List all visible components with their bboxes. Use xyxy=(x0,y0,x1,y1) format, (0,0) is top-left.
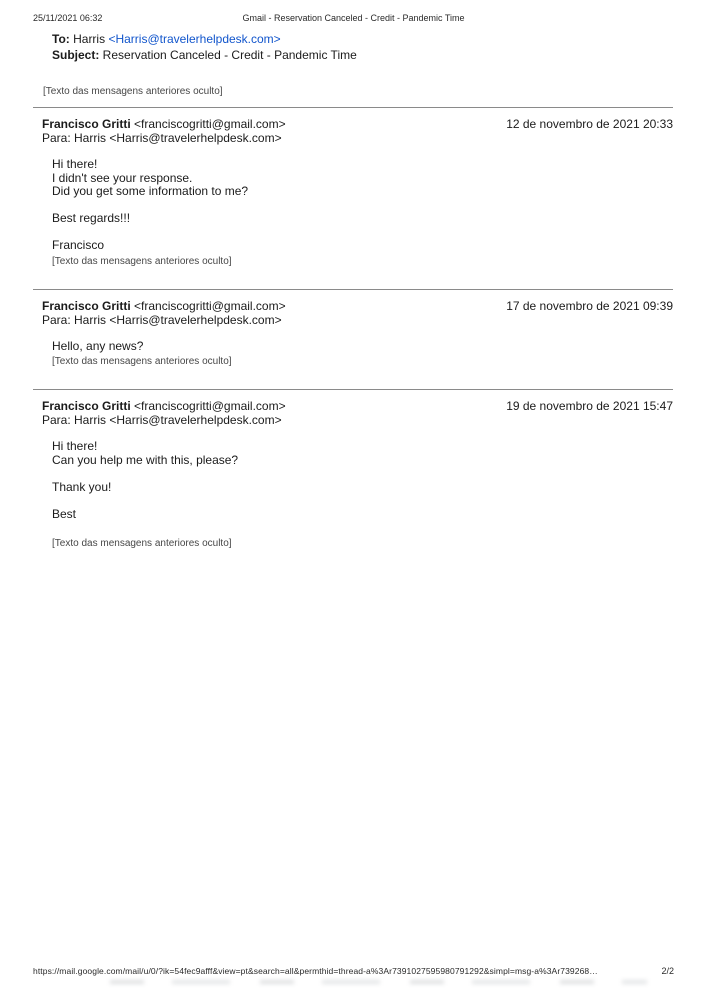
message-divider xyxy=(33,389,673,390)
message-date: 19 de novembro de 2021 15:47 xyxy=(506,399,673,413)
page-indicator: 2/2 xyxy=(661,966,674,976)
sender-email: <franciscogritti@gmail.com> xyxy=(130,399,286,413)
message-recipient: Para: Harris <Harris@travelerhelpdesk.com> xyxy=(42,312,282,327)
to-label: To: xyxy=(52,32,70,46)
sender-name: Francisco Gritti xyxy=(42,298,131,313)
message-sender xyxy=(42,117,286,131)
sender-email: <franciscogritti@gmail.com> xyxy=(130,298,286,313)
hidden-text-notice: [Texto das mensagens anteriores oculto] xyxy=(52,537,232,549)
subject-label: Subject: xyxy=(52,48,100,62)
message-divider xyxy=(33,107,673,108)
message-body-line xyxy=(52,494,673,508)
message-body-line: Best regards!!! xyxy=(52,211,131,225)
message-header xyxy=(33,117,673,131)
to-name: Harris xyxy=(69,32,109,46)
messages xyxy=(33,107,673,571)
print-footer xyxy=(33,966,674,976)
sender-email: <franciscogritti@gmail.com> xyxy=(130,117,286,131)
message-header xyxy=(33,299,673,313)
message-body-line: Can you help me with this, please? xyxy=(52,452,239,467)
message-body-line: Hi there! xyxy=(52,157,98,171)
print-datetime: 25/11/2021 06:32 xyxy=(33,13,103,23)
message-recipient: Para: Harris <Harris@travelerhelpdesk.com> xyxy=(42,413,282,427)
email-message xyxy=(33,389,673,549)
subject-value: Reservation Canceled - Credit - Pandemic Time xyxy=(99,48,357,62)
message-sender xyxy=(42,299,286,313)
message-body-line xyxy=(52,467,673,481)
scan-artifact xyxy=(110,980,647,984)
message-body-line: Did you get some information to me? xyxy=(52,184,249,198)
message-body-line: Hello, any news? xyxy=(52,338,144,353)
message-body-line: Thank you! xyxy=(52,479,112,494)
message-body xyxy=(52,158,673,253)
message-body-line xyxy=(52,521,673,535)
message-body-line: Hi there! xyxy=(52,439,98,453)
email-message xyxy=(33,107,673,267)
to-email-link[interactable]: <Harris@travelerhelpdesk.com> xyxy=(108,32,281,46)
hidden-text-notice: [Texto das mensagens anteriores oculto] xyxy=(52,356,232,367)
subject-line xyxy=(52,47,667,63)
email-meta xyxy=(43,31,667,100)
print-footer-url: https://mail.google.com/mail/u/0/?ik=54fec9afff&view=pt&search=all&permthid=thread-a%3Ar7391027595980791292&simpl=msg-a%3Ar739268… xyxy=(33,966,598,976)
message-body xyxy=(52,440,673,535)
sender-name: Francisco Gritti xyxy=(42,117,131,131)
message-date: 12 de novembro de 2021 20:33 xyxy=(506,117,673,131)
message-body-line xyxy=(52,226,673,240)
print-document-title: Gmail - Reservation Canceled - Credit - Pandemic Time xyxy=(242,13,465,23)
message-date: 17 de novembro de 2021 09:39 xyxy=(506,298,673,313)
message-recipient: Para: Harris <Harris@travelerhelpdesk.com> xyxy=(42,131,282,145)
message-body-line: I didn't see your response. xyxy=(52,170,193,185)
print-header xyxy=(0,13,707,25)
to-line xyxy=(52,31,667,47)
sender-name: Francisco Gritti xyxy=(42,399,131,413)
hidden-text-notice: [Texto das mensagens anteriores oculto] xyxy=(52,255,232,267)
message-body-line xyxy=(52,199,673,213)
message-body-line: Francisco xyxy=(52,238,105,252)
message-body-line: Best xyxy=(52,506,77,521)
message-header xyxy=(33,399,673,413)
message-body xyxy=(52,340,673,354)
message-divider xyxy=(33,289,673,290)
email-message xyxy=(33,289,673,368)
message-sender xyxy=(42,399,286,413)
hidden-text-notice: [Texto das mensagens anteriores oculto] xyxy=(43,86,223,97)
